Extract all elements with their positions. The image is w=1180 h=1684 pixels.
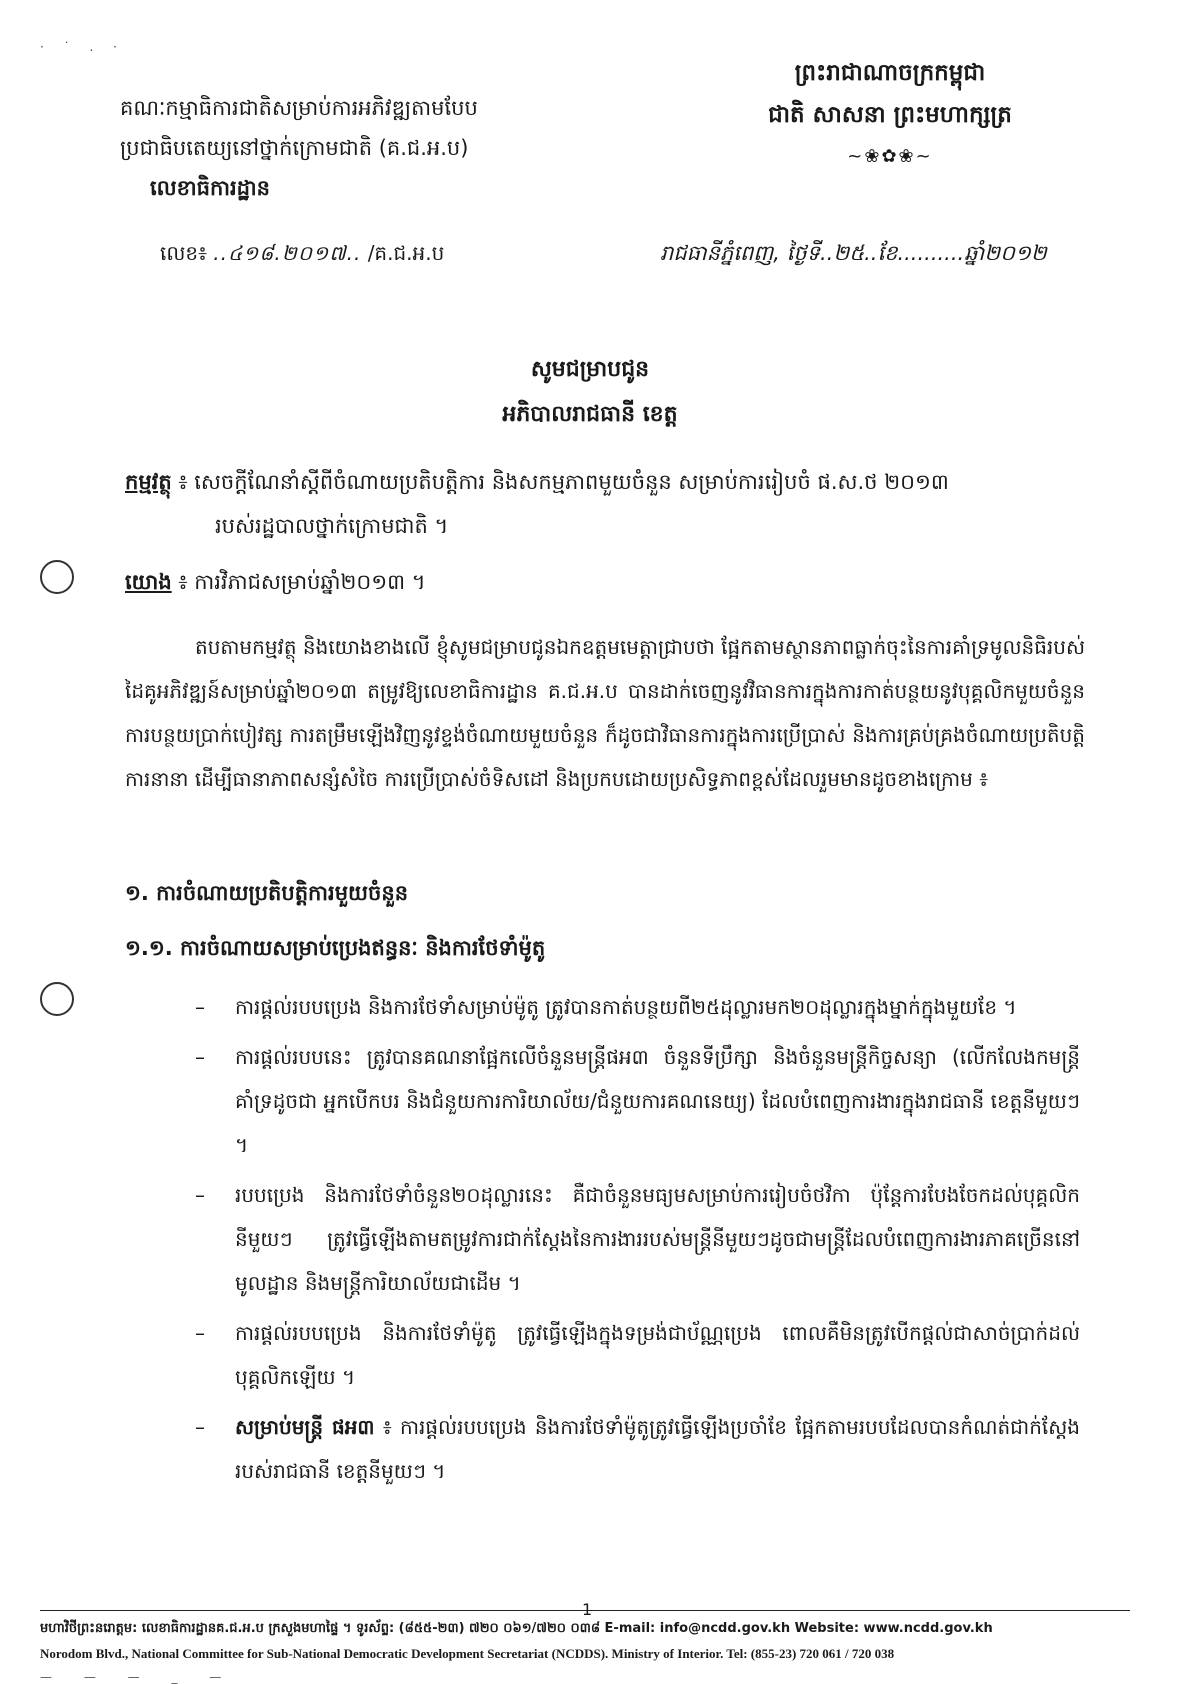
dash-icon: – (195, 995, 205, 1019)
reference-text: ៖ ការវិភាជសម្រាប់ឆ្នាំ២០១៣ ។ (178, 570, 426, 594)
kingdom-header (650, 52, 1130, 178)
document-number (160, 240, 444, 270)
section-heading-1: ១. ការចំណាយប្រតិបត្តិការមួយចំនួន (125, 881, 409, 905)
ornament-icon: ~❀✿❀~ (847, 146, 933, 167)
kingdom-motto: ជាតិ សាសនា ព្រះមហាក្សត្រ (768, 102, 1012, 128)
section-heading-1-1: ១.១. ការចំណាយសម្រាប់ប្រេងឥន្ធនៈ និងការថែទាំម៉ូតូ (125, 936, 546, 960)
reference-block (125, 560, 1085, 604)
authority-line-1: គណៈកម្មាធិការជាតិសម្រាប់ការអភិវឌ្ឍតាមបែប (120, 96, 478, 120)
footer-address-khmer: មហាវិថីព្រះនរោត្តម: លេខាធិការដ្ឋានគ.ជ.អ.ប ក្រសួងមហាផ្ទៃ ។ ទូរស័ព្ទ: (៨៥៥-២៣) ៧២០ ០៦១/៧២០ ០៣៨ E-mail: info@ncdd.gov.kh Website: www.ncdd.gov.kh (40, 1621, 993, 1636)
list-item (195, 1311, 1080, 1399)
body-paragraph (125, 625, 1085, 801)
list-item (195, 985, 1080, 1029)
footer-address-english: Norodom Blvd., National Committee for Sub-National Democratic Development Secretariat (NCDDS). Ministry of Interior. Tel: (855-23) 720 061 / 720 038 (40, 1646, 895, 1661)
bullet-bold: សម្រាប់មន្ត្រី ផអ៣ (235, 1415, 375, 1439)
bullet-list (195, 985, 1080, 1499)
punch-hole-top (40, 560, 74, 594)
number-value: ..៤១៨.២០១៧.. (213, 241, 362, 265)
list-item (195, 1405, 1080, 1493)
number-suffix: /គ.ជ.អ.ប (367, 241, 445, 265)
reference-label: យោង (125, 570, 172, 594)
document-date: រាជធានីភ្នំពេញ, ថ្ងៃទី..២៥..ខែ..........ឆ្នាំ២០១២ (660, 241, 1047, 265)
bullet-text: ការផ្តល់របបនេះ ត្រូវបានគណនាផ្អែកលើចំនួនមន្ត្រីផអ៣ ចំនួនទីប្រឹក្សា និងចំនួនមន្ត្រីកិច្ចសន្យា (លើកលែងកមន្ត្រីគាំទ្រដូចជា អ្នកបើកបរ និងជំនួយការការិយាល័យ/ជំនួយការគណនេយ្យ) ដែលបំពេញការងារក្នុងរាជធានី ខេត្តនីមួយៗ ។ (235, 1045, 1080, 1157)
footer-divider (40, 1610, 1130, 1611)
dash-icon: – (195, 1045, 205, 1069)
list-item (195, 1035, 1080, 1167)
subject-label: កម្មវត្ថុ (125, 470, 172, 494)
punch-hole-bottom (40, 982, 74, 1016)
dash-icon: – (195, 1415, 205, 1439)
number-prefix: លេខ៖ (160, 241, 207, 265)
recipient-salutation: សូមជម្រាបជូន (530, 357, 650, 382)
list-item (195, 1173, 1080, 1305)
subject-continuation: របស់រដ្ឋបាលថ្នាក់ក្រោមជាតិ ។ (215, 514, 449, 538)
subject-text: ៖ សេចក្តីណែនាំស្តីពីចំណាយប្រតិបត្តិការ និងសកម្មភាពមួយចំនួន សម្រាប់ការរៀបចំ ផ.ស.ថ ២០១៣ (178, 470, 949, 494)
dash-icon: – (195, 1321, 205, 1345)
page-number: 1 (582, 1600, 593, 1619)
bullet-text: ៖ ការផ្តល់របបប្រេង និងការថែទាំម៉ូតូត្រូវធ្វើឡើងប្រចាំខែ ផ្អែកតាមរបបដែលបានកំណត់ជាក់ស្តែងរបស់រាជធានី ខេត្តនីមួយៗ ។ (235, 1415, 1081, 1483)
issuing-authority (120, 88, 540, 208)
authority-line-2: ប្រជាធិបតេយ្យនៅថ្នាក់ក្រោមជាតិ (គ.ជ.អ.ប) (120, 136, 469, 160)
bullet-text: របបប្រេង និងការថែទាំចំនួន២០ដុល្លារនេះ គឺជាចំនួនមធ្យមសម្រាប់ការរៀបចំថវិកា ប៉ុន្តែការបែងចែកដល់បុគ្គលិកនីមួយៗ ត្រូវធ្វើឡើងតាមតម្រូវការជាក់ស្តែងនៃការងាររបស់មន្ត្រីនីមួយៗដូចជាមន្ត្រីដែលបំពេញការងារភាគច្រើននៅមូលដ្ឋាន និងមន្ត្រីការិយាល័យជាដើម ។ (235, 1183, 1080, 1295)
authority-line-3: លេខាធិការដ្ឋាន (150, 176, 270, 200)
kingdom-title: ព្រះរាជាណាចក្រកម្ពុជា (794, 60, 986, 86)
body-text: តបតាមកម្មវត្ថុ និងយោងខាងលើ ខ្ញុំសូមជម្រាបជូនឯកឧត្តមមេត្តាជ្រាបថា ផ្អែកតាមស្ថានភាពធ្លាក់ចុះនៃការគាំទ្រមូលនិធិរបស់ដៃគូអភិវឌ្ឍន៍សម្រាប់ឆ្នាំ២០១៣ តម្រូវឱ្យលេខាធិការដ្ឋាន គ.ជ.អ.ប បានដាក់ចេញនូវវិធានការក្នុងការកាត់បន្ថយនូវបុគ្គលិកមួយចំនួន ការបន្ថយប្រាក់បៀវត្ស ការតម្រឹមឡើងវិញនូវខ្ទង់ចំណាយមួយចំនួន ក៏ដូចជាវិធានការក្នុងការប្រើប្រាស់ និងការគ្រប់គ្រងចំណាយប្រតិបត្តិការនានា ដើម្បីធានាភាពសន្សំសំចៃ ការប្រើប្រាស់ចំទិសដៅ និងប្រកបដោយប្រសិទ្ធភាពខ្ពស់ដែលរួមមានដូចខាងក្រោម ៖ (125, 635, 1085, 791)
recipient-title: អភិបាលរាជធានី ខេត្ត (502, 402, 678, 427)
subject-block (125, 460, 1085, 548)
dash-icon: – (195, 1183, 205, 1207)
scan-edge-marks: — — — _ — (40, 1670, 236, 1684)
bullet-text: ការផ្តល់របបប្រេង និងការថែទាំសម្រាប់ម៉ូតូ ត្រូវបានកាត់បន្ថយពី២៥ដុល្លារមក២០ដុល្លារក្នុងម្នាក់ក្នុងមួយខែ ។ (235, 995, 1017, 1019)
scan-specks: · ˙ . · (40, 40, 125, 54)
bullet-text: ការផ្តល់របបប្រេង និងការថែទាំម៉ូតូ ត្រូវធ្វើឡើងក្នុងទម្រង់ជាប័ណ្ណប្រេង ពោលគឺមិនត្រូវបើកផ្តល់ជាសាច់ប្រាក់ដល់បុគ្គលិកឡើយ ។ (235, 1321, 1080, 1389)
